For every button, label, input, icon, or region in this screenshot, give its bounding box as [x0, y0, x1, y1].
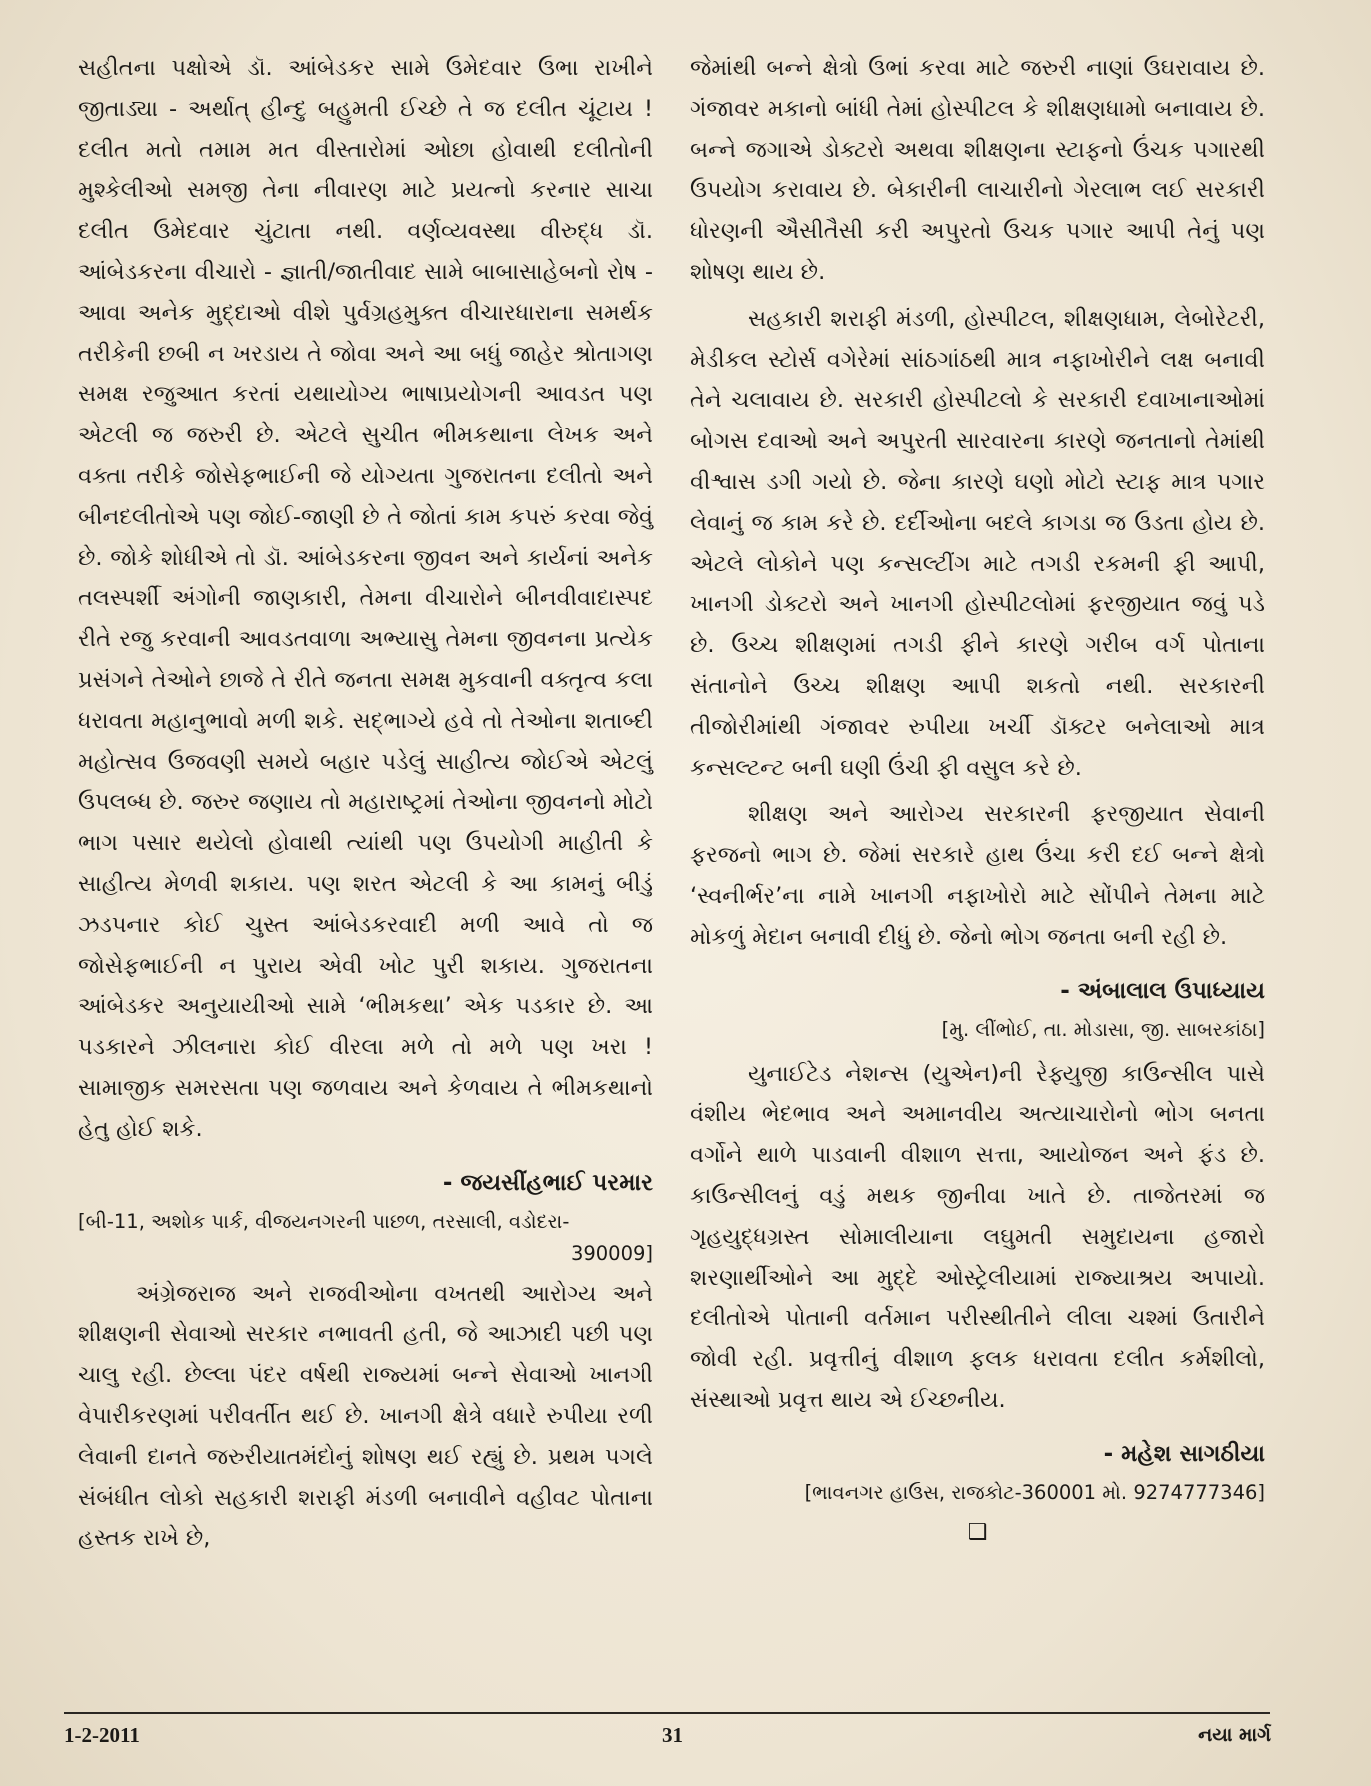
letter-paragraph: સહીતના પક્ષોએ ડૉ. આંબેડકર સામે ઉમેદવાર ઉભા રાખીને જીતાડ્યા - અર્થાત્ હીન્દુ બહુમતી ઈચ્છે તે જ દલીત ચૂંટાય ! દલીત મતો તમામ મત વીસ્તારોમાં ઓછા હોવાથી દલીતોની મુશ્કેલીઓ સમજી તેના નીવારણ માટે પ્રયત્નો કરનાર સાચા દલીત ઉમેદવાર ચુંટાતા નથી. વર્ણવ્યવસ્થા વીરુદ્ધ ડૉ. આંબેડકરના વીચારો - જ્ઞાતી/જાતીવાદ સામે બાબાસાહેબનો રોષ - આવા અનેક મુદ્દાઓ વીશે પુર્વગ્રહમુક્ત વીચારધારાના સમર્થક તરીકેની છબી ન ખરડાય તે જોવા અને આ બધું જાહેર શ્રોતાગણ સમક્ષ રજુઆત કરતાં યથાયોગ્ય ભાષાપ્રયોગની આવડત પણ એટલી જ જરુરી છે. એટલે સુચીત ભીમકથાના લેખક અને વક્તા તરીકે જોસેફભાઈની જે યોગ્યતા ગુજરાતના દલીતો અને બીનદલીતોએ પણ જોઈ-જાણી છે તે જોતાં કામ કપરું કરવા જેવું છે. જોકે શોધીએ તો ડૉ. આંબેડકરના જીવન અને કાર્યનાં અનેક તલસ્પર્શી અંગોની જાણકારી, તેમના વીચારોને બીનવીવાદાસ્પદ રીતે રજુ કરવાની આવડતવાળા અભ્યાસુ તેમના જીવનના પ્રત્યેક પ્રસંગને તેઓને છાજે તે રીતે જનતા સમક્ષ મુકવાની વક્તૃત્વ કલા ધરાવતા મહાનુભાવો મળી શકે. સદ્ભાગ્યે હવે તો તેઓના શતાબ્દી મહોત્સવ ઉજવણી સમયે બહાર પડેલું સાહીત્ય જોઈએ એટલું ઉપલબ્ધ છે. જરુર જણાય તો મહારાષ્ટ્રમાં તેઓના જીવનનો મોટો ભાગ પસાર થયેલો હોવાથી ત્યાંથી પણ ઉપયોગી માહીતી કે સાહીત્ય મેળવી શકાય. પણ શરત એટલી કે આ કામનું બીડું ઝડપનાર કોઈ ચુસ્ત આંબેડકરવાદી મળી આવે તો જ જોસેફભાઈની ન પુરાય એવી ખોટ પુરી શકાય. ગુજરાતના આંબેડકર અનુયાયીઓ સામે ‘ભીમકથા’ એક પડકાર છે. આ પડકારને ઝીલનારા કોઈ વીરલા મળે તો મળે પણ ખરા ! સામાજીક સમરસતા પણ જળવાય અને કેળવાય તે ભીમકથાનો હેતુ હોઈ શકે. [78, 55, 653, 1142]
right-column [690, 48, 1265, 1547]
publication-name: નયા માર્ગ [1198, 1724, 1271, 1746]
letter-address: [મુ. લીંભોઈ, તા. મોડાસા, જી. સાબરકાંઠા] [941, 1017, 1265, 1041]
letter-paragraph: જેમાંથી બન્ને ક્ષેત્રો ઉભાં કરવા માટે જરુરી નાણાં ઉઘરાવાય છે. ગંજાવર મકાનો બાંધી તેમાં હોસ્પીટલ કે શીક્ષણધામો બનાવાય છે. બન્ને જગાએ ડોક્ટરો અથવા શીક્ષણના સ્ટાફનો ઉંચક પગારથી ઉપયોગ કરાવાય છે. બેકારીની લાચારીનો ગેરલાભ લઈ સરકારી ધોરણની ઐસીતૈસી કરી અપુરતો ઉચક પગાર આપી તેનું પણ શોષણ થાય છે. [690, 55, 1265, 285]
letter-paragraph: અંગ્રેજરાજ અને રાજવીઓના વખતથી આરોગ્ય અને શીક્ષણની સેવાઓ સરકાર નભાવતી હતી, જે આઝાદી પછી પણ ચાલુ રહી. છેલ્લા પંદર વર્ષથી રાજ્યમાં બન્ને સેવાઓ ખાનગી વેપારીકરણમાં પરીવર્તીત થઈ છે. ખાનગી ક્ષેત્રે વધારે રુપીયા રળી લેવાની દાનતે જરુરીયાતમંદોનું શોષણ થઈ રહ્યું છે. પ્રથમ પગલે સંબંધીત લોકો સહકારી શરાફી મંડળી બનાવીને વહીવટ પોતાના હસ્તક રાખે છે, [78, 1280, 653, 1552]
address-pin: 390009] [570, 1241, 653, 1265]
footer-date: 1-2-2011 [64, 1723, 140, 1747]
letter-signature: - અંબાલાલ ઉપાધ્યાય [1060, 977, 1265, 1004]
letter-address: [ભાવનગર હાઉસ, રાજકોટ-360001 મો. 9274777346] [804, 1480, 1265, 1504]
letter-paragraph: યુનાઈટેડ નેશન્સ (યુએન)ની રેફ્યુજી કાઉન્સીલ પાસે વંશીય ભેદભાવ અને અમાનવીય અત્યાચારોનો ભોગ બનતા વર્ગોને થાળે પાડવાની વીશાળ સત્તા, આયોજન અને ફંડ છે. કાઉન્સીલનું વડું મથક જીનીવા ખાતે છે. તાજેતરમાં જ ગૃહયુદ્ધગ્રસ્ત સોમાલીયાના લઘુમતી સમુદાયના હજારો શરણાર્થીઓને આ મુદ્દે ઓસ્ટ્રેલીયામાં રાજ્યાશ્રય અપાયો. દલીતોએ પોતાની વર્તમાન પરીસ્થીતીને લીલા ચશ્માં ઉતારીને જોવી રહી. પ્રવૃત્તીનું વીશાળ ફલક ધરાવતા દલીત કર્મશીલો, સંસ્થાઓ પ્રવૃત્ત થાય એ ઈચ્છનીય. [690, 1060, 1265, 1413]
footer-divider [64, 1712, 1270, 1714]
letter-signature: - જયસીંહભાઈ પરમાર [442, 1169, 653, 1196]
end-of-article-icon: ❑ [967, 1519, 988, 1545]
page-number: 31 [662, 1723, 683, 1747]
letter-address [78, 1206, 653, 1270]
address-line: [બી-11, અશોક પાર્ક, વીજયનગરની પાછળ, તરસાલી, વડોદરા- [78, 1209, 570, 1233]
letter-paragraph: સહકારી શરાફી મંડળી, હોસ્પીટલ, શીક્ષણધામ, લેબોરેટરી, મેડીકલ સ્ટોર્સ વગેરેમાં સાંઠગાંઠથી માત્ર નફાખોરીને લક્ષ બનાવી તેને ચલાવાય છે. સરકારી હોસ્પીટલો કે સરકારી દવાખાનાઓમાં બોગસ દવાઓ અને અપુરતી સારવારના કારણે જનતાનો તેમાંથી વીશ્વાસ ડગી ગયો છે. જેના કારણે ઘણો મોટો સ્ટાફ માત્ર પગાર લેવાનું જ કામ કરે છે. દર્દીઓના બદલે કાગડા જ ઉડતા હોય છે. એટલે લોકોને પણ કન્સલ્ટીંગ માટે તગડી રકમની ફી આપી, ખાનગી ડોક્ટરો અને ખાનગી હોસ્પીટલોમાં ફરજીયાત જવું પડે છે. ઉચ્ચ શીક્ષણમાં તગડી ફીને કારણે ગરીબ વર્ગ પોતાના સંતાનોને ઉચ્ચ શીક્ષણ આપી શકતો નથી. સરકારની તીજોરીમાંથી ગંજાવર રુપીયા ખર્ચી ડૉક્ટર બનેલાઓ માત્ર કન્સલ્ટન્ટ બની ઘણી ઉંચી ફી વસુલ કરે છે. [690, 305, 1265, 781]
letter-paragraph: શીક્ષણ અને આરોગ્ય સરકારની ફરજીયાત સેવાની ફરજનો ભાગ છે. જેમાં સરકારે હાથ ઉંચા કરી દઈ બન્ને ક્ષેત્રો ‘સ્વનીર્ભર’ના નામે ખાનગી નફાખોરો માટે સોંપીને તેમના માટે મોકળું મેદાન બનાવી દીધું છે. જેનો ભોગ જનતા બની રહી છે. [690, 801, 1265, 950]
left-column [78, 48, 653, 1559]
letter-signature: - મહેશ સાગઠીયા [1103, 1440, 1265, 1467]
